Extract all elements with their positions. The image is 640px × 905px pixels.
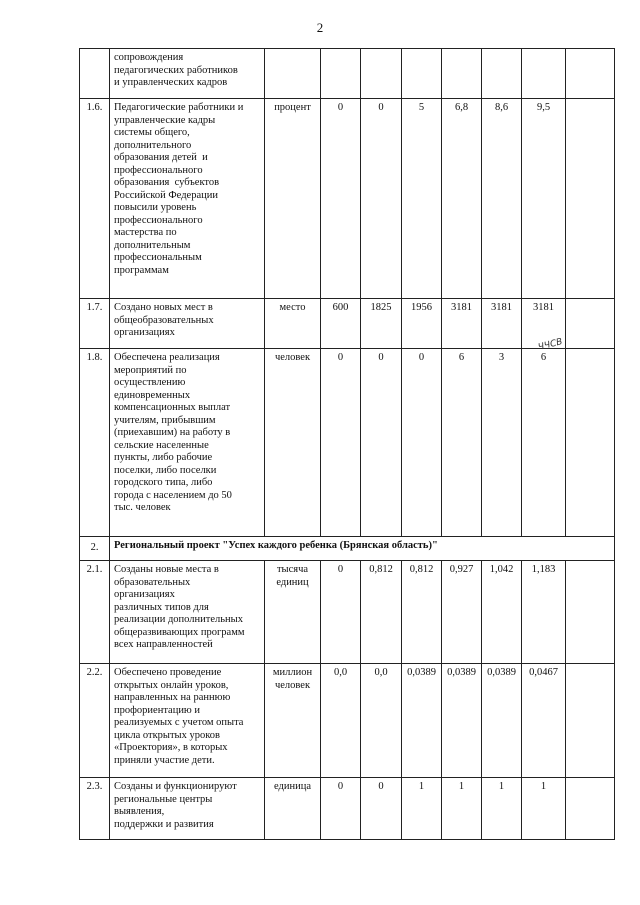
description-line: профориентацию и — [114, 704, 201, 716]
description-line: мастерства по — [114, 227, 177, 238]
value-cell: 600 — [321, 299, 361, 349]
value-cell: 1 — [522, 778, 566, 840]
value-cell: 3 — [482, 349, 522, 537]
value-cell: 8,6 — [482, 99, 522, 299]
description-line: Созданы новые места в — [114, 564, 219, 575]
description-line: всех направленностей — [114, 639, 213, 650]
empty-cell — [566, 349, 615, 537]
unit-line: миллион — [272, 667, 313, 678]
indicator-description — [110, 561, 265, 664]
description-line: образования детей и — [114, 152, 208, 163]
description-line: Обеспечено проведение — [114, 667, 222, 678]
description-line: общеобразовательных — [114, 314, 214, 326]
handwritten-note: ЧЧСВ — [537, 337, 564, 353]
description-line: профессионального — [114, 214, 203, 226]
value-cell: 1 — [482, 778, 522, 840]
description-line: пункты, либо рабочие — [114, 452, 213, 463]
section-row — [80, 537, 615, 561]
value-cell: 1 — [442, 778, 482, 840]
description-line: образовательных — [114, 576, 191, 588]
value-cell: 0 — [361, 99, 402, 299]
description-line: общеразвивающих программ — [114, 626, 245, 638]
value-cell: 0,927 — [442, 561, 482, 664]
value-cell: 1956 — [402, 299, 442, 349]
description-line: сопровождения — [114, 52, 184, 63]
description-line: системы общего, — [114, 127, 190, 138]
description-line: Создано новых мест в — [114, 302, 213, 313]
unit-of-measure — [265, 349, 321, 537]
unit-of-measure — [265, 561, 321, 664]
description-line: Педагогические работники и — [114, 102, 244, 113]
description-line: осуществлению — [114, 377, 186, 388]
value-cell: 3181 — [522, 299, 566, 349]
unit-of-measure — [265, 664, 321, 778]
indicator-description — [110, 664, 265, 778]
table-body — [80, 49, 615, 840]
value-cell: 0,0389 — [482, 664, 522, 778]
page-number: 2 — [316, 20, 324, 35]
description-line: педагогических работников — [114, 64, 238, 76]
row-number: 1.8. — [80, 349, 110, 537]
description-line: приняли участие дети. — [114, 754, 215, 766]
value-cell: 0,812 — [402, 561, 442, 664]
description-line: дополнительного — [114, 139, 192, 151]
row-number: 2. — [80, 537, 110, 561]
unit-line: единиц — [276, 576, 309, 588]
row-number — [80, 49, 110, 99]
value-cell: 6 — [442, 349, 482, 537]
unit-of-measure — [265, 778, 321, 840]
description-line: выявления, — [114, 806, 165, 817]
value-cell: 0,0467 — [522, 664, 566, 778]
description-line: организациях — [114, 589, 175, 600]
value-cell: 0,0389 — [442, 664, 482, 778]
row-number: 2.2. — [80, 664, 110, 778]
value-cell: 0 — [321, 349, 361, 537]
empty-cell — [566, 99, 615, 299]
description-line: единовременных — [114, 389, 191, 401]
empty-cell — [566, 49, 615, 99]
description-line: «Проектория», в которых — [114, 742, 228, 753]
table-row — [80, 664, 615, 778]
value-cell — [522, 49, 566, 99]
value-cell: 3181 — [442, 299, 482, 349]
value-cell: 0 — [321, 778, 361, 840]
unit-line: процент — [274, 102, 311, 113]
description-line: Российской Федерации — [114, 189, 218, 201]
value-cell — [482, 49, 522, 99]
section-title: Региональный проект "Успех каждого ребенка (Брянская область)" — [110, 537, 615, 561]
description-line: открытых онлайн уроков, — [114, 679, 229, 691]
description-line: города с населением до 50 — [114, 489, 232, 501]
unit-of-measure — [265, 49, 321, 99]
value-cell: 0,0 — [361, 664, 402, 778]
description-line: Обеспечена реализация — [114, 352, 220, 363]
description-line: сельские населенные — [114, 439, 209, 451]
row-number: 1.6. — [80, 99, 110, 299]
description-line: городского типа, либо — [114, 477, 213, 488]
unit-line: тысяча — [276, 564, 309, 575]
empty-cell — [566, 664, 615, 778]
value-cell: 0,0389 — [402, 664, 442, 778]
indicator-description — [110, 49, 265, 99]
table-row — [80, 349, 615, 537]
value-cell: 1825 — [361, 299, 402, 349]
value-cell: 0 — [361, 349, 402, 537]
description-line: различных типов для — [114, 601, 209, 613]
description-line: направленных на раннюю — [114, 692, 231, 703]
unit-of-measure — [265, 99, 321, 299]
value-cell: 0 — [321, 561, 361, 664]
indicators-table — [79, 48, 615, 840]
table-row — [80, 561, 615, 664]
value-cell — [442, 49, 482, 99]
table-row — [80, 99, 615, 299]
description-line: программам — [114, 264, 169, 276]
description-line: поселки, либо поселки — [114, 464, 217, 476]
description-line: управленческие кадры — [114, 114, 216, 126]
unit-line: единица — [273, 781, 311, 792]
empty-cell — [566, 561, 615, 664]
value-cell: 0 — [321, 99, 361, 299]
description-line: региональные центры — [114, 793, 213, 805]
table-row — [80, 299, 615, 349]
value-cell — [402, 49, 442, 99]
description-line: образования субъектов — [114, 177, 220, 188]
value-cell: 1 — [402, 778, 442, 840]
row-number: 2.3. — [80, 778, 110, 840]
description-line: реализуемых с учетом опыта — [114, 717, 244, 728]
table-row — [80, 49, 615, 99]
description-line: Созданы и функционируют — [114, 781, 237, 792]
value-cell: 3181 — [482, 299, 522, 349]
indicator-description — [110, 349, 265, 537]
description-line: учителям, прибывшим — [114, 414, 216, 426]
indicator-description — [110, 778, 265, 840]
unit-line: человек — [274, 352, 311, 363]
description-line: профессиональным — [114, 252, 202, 263]
unit-of-measure — [265, 299, 321, 349]
description-line: поддержки и развития — [114, 818, 214, 830]
indicator-description — [110, 99, 265, 299]
value-cell — [321, 49, 361, 99]
indicator-description — [110, 299, 265, 349]
description-line: мероприятий по — [114, 364, 187, 376]
value-cell: 5 — [402, 99, 442, 299]
empty-cell — [566, 778, 615, 840]
value-cell: 0,812 — [361, 561, 402, 664]
value-cell: 0 — [361, 778, 402, 840]
empty-cell — [566, 299, 615, 349]
unit-line: человек — [274, 679, 311, 691]
value-cell: 9,5 — [522, 99, 566, 299]
value-cell: 1,183 — [522, 561, 566, 664]
description-line: профессионального — [114, 164, 203, 176]
description-line: тыс. человек — [114, 502, 171, 513]
value-cell: 0 — [402, 349, 442, 537]
table-row — [80, 778, 615, 840]
row-number: 2.1. — [80, 561, 110, 664]
value-cell — [361, 49, 402, 99]
description-line: (приехавшим) на работу в — [114, 427, 231, 438]
value-cell: 1,042 — [482, 561, 522, 664]
description-line: дополнительным — [114, 239, 191, 251]
description-line: организациях — [114, 327, 175, 338]
value-cell: 6,8 — [442, 99, 482, 299]
description-line: реализации дополнительных — [114, 614, 243, 625]
unit-line: место — [279, 302, 306, 313]
description-line: цикла открытых уроков — [114, 729, 221, 741]
row-number: 1.7. — [80, 299, 110, 349]
value-cell: 6 — [522, 349, 566, 537]
description-line: компенсационных выплат — [114, 402, 231, 413]
description-line: повысили уровень — [114, 202, 197, 213]
description-line: и управленческих кадров — [114, 77, 228, 88]
value-cell: 0,0 — [321, 664, 361, 778]
